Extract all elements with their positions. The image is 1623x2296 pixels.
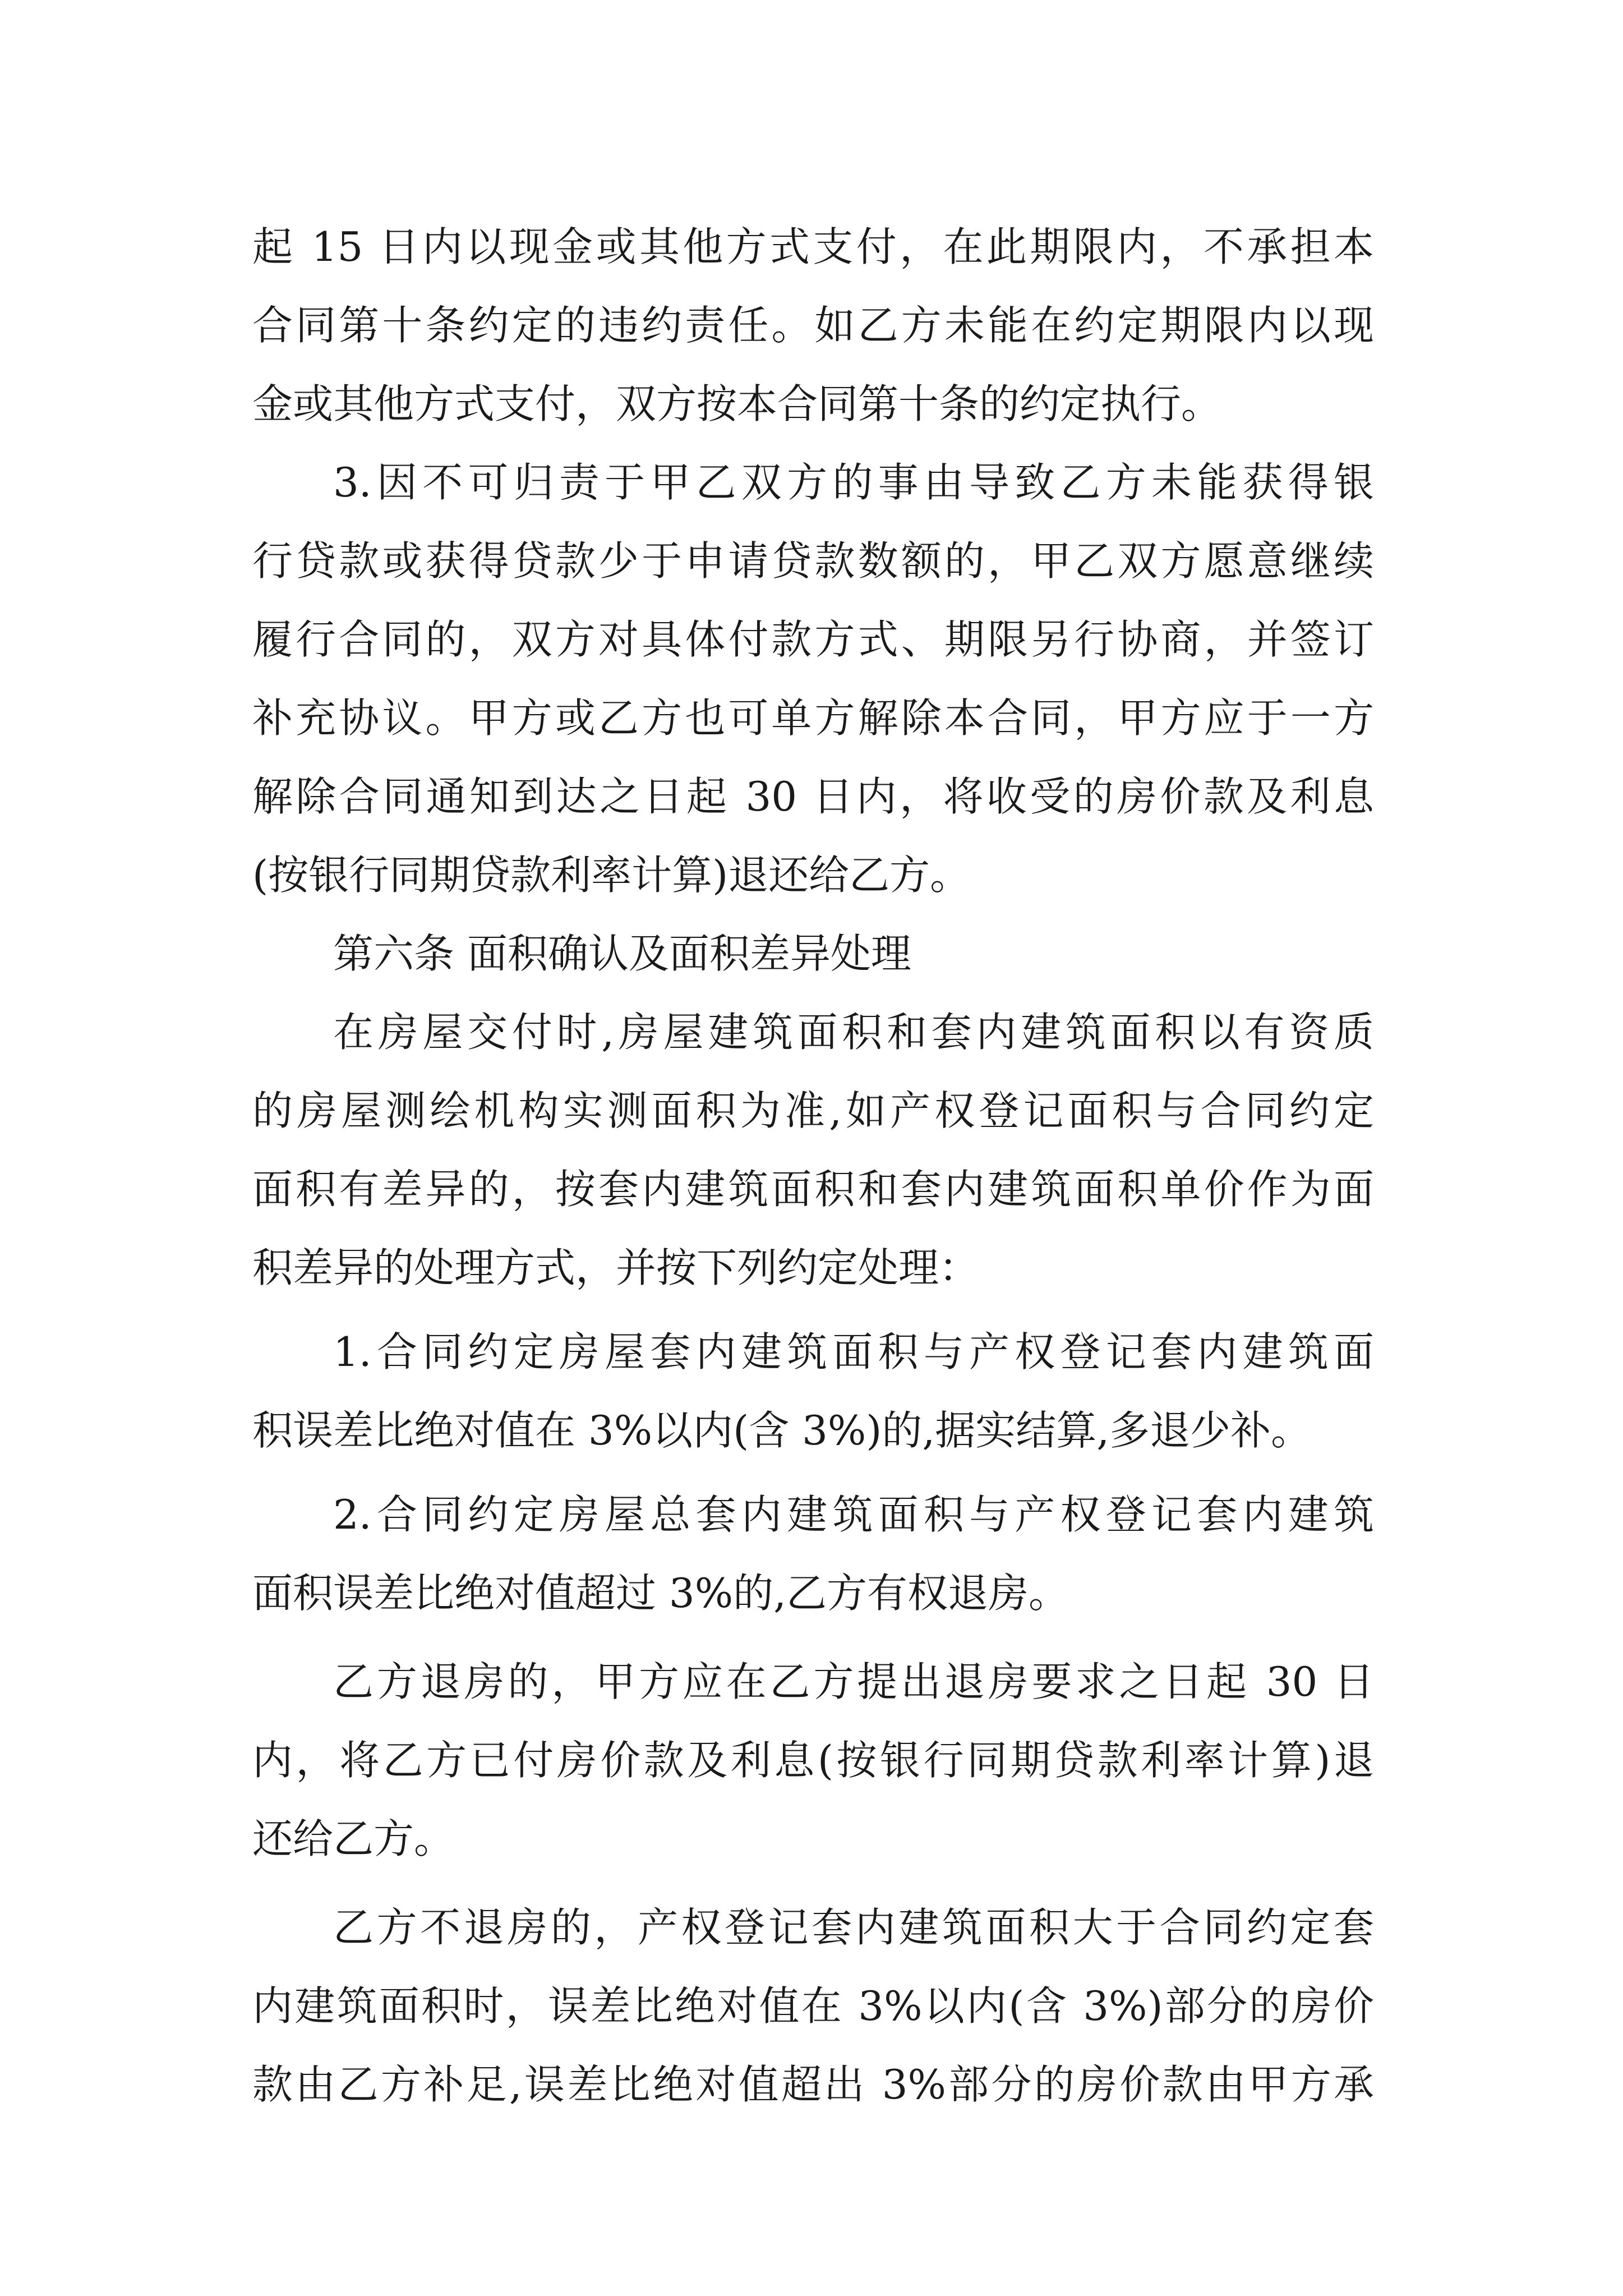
text-line-6: 履行合同的，双方对具体付款方式、期限另行协商，并签订 (252, 616, 1374, 663)
text-line-23: 内建筑面积时，误差比绝对值在 3%以内(含 3%)部分的房价 (252, 1982, 1374, 2030)
text-line-22: 乙方不退房的，产权登记套内建筑面积大于合同约定套 (333, 1904, 1374, 1951)
text-line-15: 1.合同约定房屋套内建筑面积与产权登记套内建筑面 (333, 1328, 1374, 1375)
spacer (252, 1307, 1374, 1313)
text-line-17: 2.合同约定房屋总套内建筑面积与产权登记套内建筑 (333, 1491, 1374, 1538)
text-line-19: 乙方退房的，甲方应在乙方提出退房要求之日起 30 日 (333, 1658, 1374, 1705)
text-line-3: 金或其他方式支付，双方按本合同第十条的约定执行。 (252, 380, 1222, 427)
text-line-8: 解除合同通知到达之日起 30 日内，将收受的房价款及利息 (252, 773, 1374, 820)
text-line-7: 补充协议。甲方或乙方也可单方解除本合同，甲方应于一方 (252, 694, 1374, 742)
text-line-5: 行贷款或获得贷款少于申请贷款数额的，甲乙双方愿意继续 (252, 537, 1374, 585)
spacer (252, 1632, 1374, 1642)
text-line-13: 面积有差异的，按套内建筑面积和套内建筑面积单价作为面 (252, 1166, 1374, 1213)
text-line-24: 款由乙方补足,误差比绝对值超出 3%部分的房价款由甲方承 (252, 2061, 1374, 2108)
text-line-11: 在房屋交付时,房屋建筑面积和套内建筑面积以有资质 (333, 1009, 1374, 1056)
text-line-18: 面积误差比绝对值超过 3%的,乙方有权退房。 (252, 1570, 1069, 1617)
text-line-2: 合同第十条约定的违约责任。如乙方未能在约定期限内以现 (252, 302, 1374, 349)
text-line-14: 积差异的处理方式，并按下列约定处理： (252, 1244, 980, 1291)
text-line-20: 内，将乙方已付房价款及利息(按银行同期贷款利率计算)退 (252, 1737, 1374, 1784)
text-line-21: 还给乙方。 (252, 1815, 455, 1862)
text-line-16: 积误差比绝对值在 3%以内(含 3%)的,据实结算,多退少补。 (252, 1407, 1312, 1454)
text-line-4: 3.因不可归责于甲乙双方的事由导致乙方未能获得银 (333, 459, 1374, 506)
text-line-1: 起 15 日内以现金或其他方式支付，在此期限内，不承担本 (252, 223, 1374, 270)
spacer (252, 1878, 1374, 1888)
text-line-12: 的房屋测绘机构实测面积为准,如产权登记面积与合同约定 (252, 1087, 1374, 1134)
section-heading: 第六条 面积确认及面积差异处理 (333, 930, 911, 977)
text-line-9: (按银行同期贷款利率计算)退还给乙方。 (252, 852, 971, 899)
document-body (252, 208, 1374, 2124)
spacer (252, 1470, 1374, 1475)
